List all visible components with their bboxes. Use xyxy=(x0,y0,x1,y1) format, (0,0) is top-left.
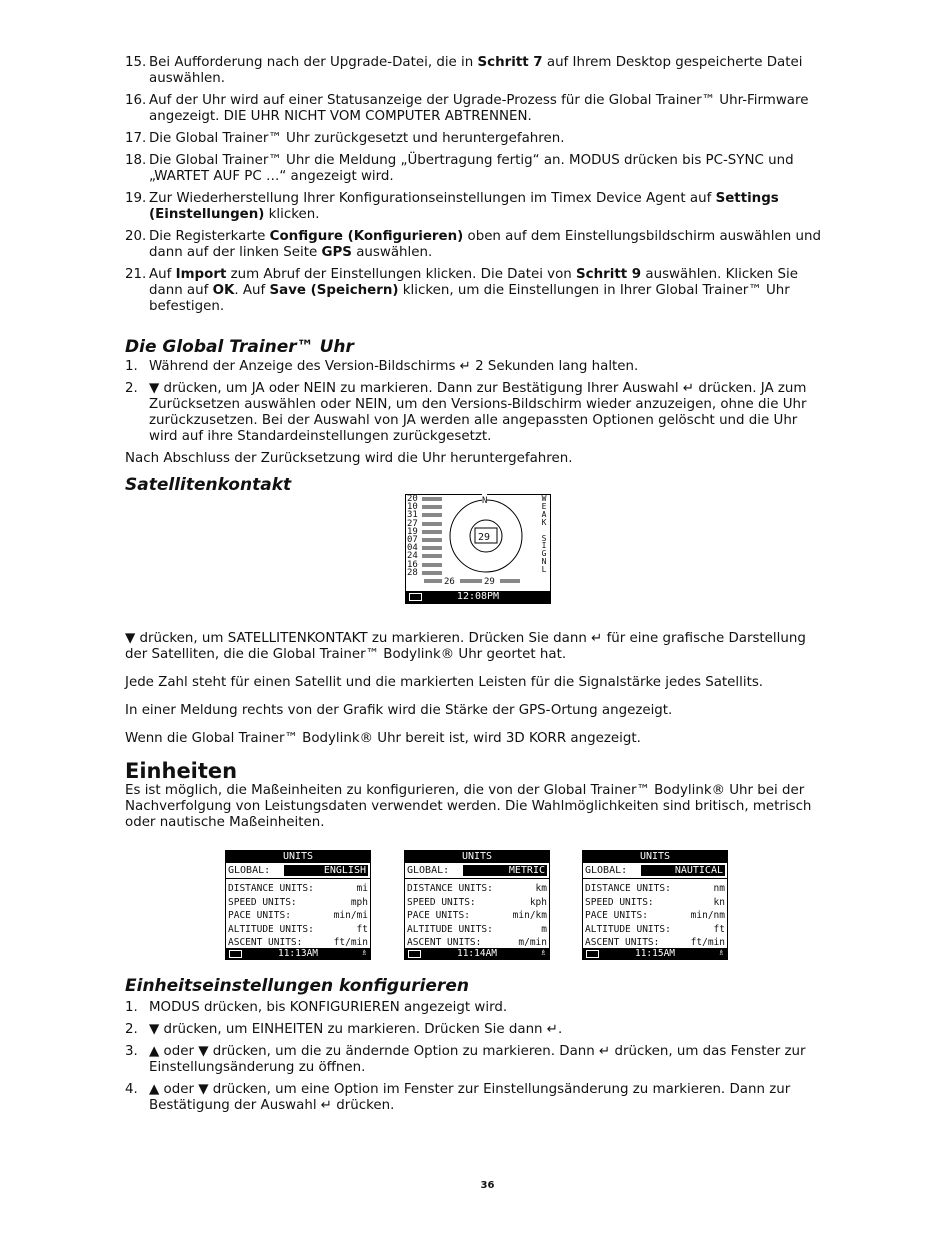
units-setting-row xyxy=(585,896,725,910)
units-time-bar xyxy=(405,948,549,959)
manual-page-config xyxy=(125,976,825,1120)
global-units-row xyxy=(226,863,370,879)
units-setting-value: ft xyxy=(356,923,368,935)
vertical-letter: A xyxy=(541,509,547,519)
units-setting-label: SPEED UNITS: xyxy=(585,896,654,908)
bottom-bar-right xyxy=(500,579,520,583)
step-text: Während der Anzeige des Version-Bildschirms ↵ 2 Sekunden lang halten. xyxy=(149,359,639,374)
step-text: ▼ drücken, um JA oder NEIN zu markieren. Dann zur Bestätigung Ihrer Auswahl ↵ drücken. JA zum Zurücksetzen auswählen oder NEIN, um den Versions-Bildschirm wieder anzuzeigen, ohne die Uhr zurückzusetzen. Bei der Auswahl von JA werden alle angepassten Optionen gelöscht und die Uhr wird auf ihre Standardeinstellungen zurückgesetzt. xyxy=(149,381,807,444)
step-text: ▼ drücken, um EINHEITEN zu markieren. Drücken Sie dann ↵. xyxy=(149,1022,563,1037)
step-text: ▲ oder ▼ drücken, um eine Option im Fenster zur Einstellungsänderung zu markieren. Dann zur Bestätigung der Auswahl ↵ drücken. xyxy=(149,1082,791,1113)
step-number: 4. xyxy=(125,1082,138,1097)
satellite-id: 04 xyxy=(407,543,418,554)
step-item xyxy=(125,153,825,185)
step-item xyxy=(125,191,825,223)
config-heading: Einheitseinstellungen konfigurieren xyxy=(125,976,469,996)
satellite-id: 28 xyxy=(407,567,418,578)
units-setting-value: ft/min xyxy=(690,937,725,948)
reset-steps-list xyxy=(125,359,825,445)
units-intro: Es ist möglich, die Maßeinheiten zu konfigurieren, die von der Global Trainer™ Bodylink® Uhr bei der Nachverfolgung von Leistungsdaten verwendet werden. Die Wahlmöglichkeiten sind britisch, metrisch oder nautische Maßeinheiten. xyxy=(125,783,812,830)
units-setting-value: m/min xyxy=(518,937,547,948)
global-label: GLOBAL: xyxy=(585,864,628,876)
global-label: GLOBAL: xyxy=(228,864,271,876)
units-setting-label: ASCENT UNITS: xyxy=(585,937,660,948)
step-number: 16. xyxy=(125,93,147,108)
satellite-id: 31 xyxy=(407,510,418,521)
units-setting-value: km xyxy=(535,883,547,894)
units-setting-value: min/mi xyxy=(333,910,368,921)
vertical-letter: K xyxy=(541,517,547,527)
units-setting-row xyxy=(228,909,368,923)
units-setting-value: min/km xyxy=(512,910,547,921)
vertical-letter: S xyxy=(541,533,547,543)
runner-icon: ♗ xyxy=(540,948,546,958)
satellite-id: 19 xyxy=(407,526,418,537)
units-screen-image xyxy=(404,850,550,960)
step-number: 21. xyxy=(125,267,147,282)
units-setting-label: DISTANCE UNITS: xyxy=(228,883,314,894)
satellite-time: 12:08PM xyxy=(456,591,500,602)
step-item xyxy=(125,381,825,445)
runner-icon: ♗ xyxy=(718,948,724,958)
satellite-paragraph: Jede Zahl steht für einen Satellit und die markierten Leisten für die Signalstärke jedes Satellits. xyxy=(125,675,764,690)
step-item xyxy=(125,1082,825,1114)
units-setting-row xyxy=(407,882,547,896)
satellite-sky-plot xyxy=(406,495,550,603)
units-setting-value: m xyxy=(541,923,547,935)
units-heading: Einheiten xyxy=(125,759,238,783)
step-number: 20. xyxy=(125,229,147,244)
step-item xyxy=(125,55,825,87)
north-marker: N xyxy=(482,493,487,509)
vertical-letter: L xyxy=(541,565,547,575)
bottom-bar-left xyxy=(424,579,442,583)
units-setting-value: kph xyxy=(529,896,547,908)
units-setting-row xyxy=(407,923,547,937)
step-text: Die Global Trainer™ Uhr zurückgesetzt und heruntergefahren. xyxy=(149,131,565,146)
satellite-id: 10 xyxy=(407,502,418,513)
manual-page xyxy=(125,55,825,495)
units-time: 11:15AM xyxy=(634,948,676,959)
global-value: METRIC xyxy=(463,865,547,876)
reset-heading: Die Global Trainer™ Uhr xyxy=(125,337,354,357)
step-text: Die Registerkarte Configure (Konfigurieren) oben auf dem Einstellungsbildschirm auswählen und dann auf der linken Seite GPS auswählen. xyxy=(149,229,821,260)
step-number: 17. xyxy=(125,131,147,146)
units-time-bar xyxy=(226,948,370,959)
global-label: GLOBAL: xyxy=(407,864,450,876)
step-number: 3. xyxy=(125,1044,138,1059)
vertical-letter: G xyxy=(541,549,547,559)
units-setting-row xyxy=(407,909,547,923)
vertical-letter: E xyxy=(541,501,547,511)
reset-after-text: Nach Abschluss der Zurücksetzung wird die Uhr heruntergefahren. xyxy=(125,451,573,466)
units-setting-value: kn xyxy=(713,896,725,908)
step-text: Auf Import zum Abruf der Einstellungen klicken. Die Datei von Schritt 9 auswählen. Klicken Sie dann auf OK. Auf Save (Speichern) klicken, um die Einstellungen in Ihrer Global Trainer™ Uhr befestigen. xyxy=(149,267,798,314)
battery-icon xyxy=(229,950,242,958)
units-setting-label: SPEED UNITS: xyxy=(228,896,297,908)
units-time: 11:13AM xyxy=(277,948,319,959)
bottom-satellite-left: 26 xyxy=(444,577,455,587)
step-number: 2. xyxy=(125,381,138,396)
satellite-id: 24 xyxy=(407,551,418,562)
battery-icon xyxy=(409,593,422,601)
center-satellite-label: 29 xyxy=(478,532,491,543)
vertical-letter: N xyxy=(541,557,547,567)
units-time-bar xyxy=(583,948,727,959)
step-text: ▲ oder ▼ drücken, um die zu ändernde Option zu markieren. Dann ↵ drücken, um das Fenster zur Einstellungsänderung zu öffnen. xyxy=(149,1044,806,1075)
battery-icon xyxy=(408,950,421,958)
units-setting-label: SPEED UNITS: xyxy=(407,896,476,908)
step-item xyxy=(125,1044,825,1076)
step-item xyxy=(125,93,825,125)
units-setting-value: min/nm xyxy=(690,910,725,921)
vertical-letter: I xyxy=(541,541,547,551)
step-text: MODUS drücken, bis KONFIGURIEREN angezeigt wird. xyxy=(149,1000,508,1015)
satellite-id: 20 xyxy=(407,494,418,504)
units-screen-header: UNITS xyxy=(226,851,370,863)
step-item xyxy=(125,229,825,261)
units-setting-value: ft/min xyxy=(333,937,368,948)
satellite-paragraph: ▼ drücken, um SATELLITENKONTAKT zu markieren. Drücken Sie dann ↵ für eine grafische Darstellung der Satelliten, die die Global Trainer™ Bodylink® Uhr geortet hat. xyxy=(125,631,806,662)
satellite-screen-image xyxy=(405,494,551,604)
step-number: 19. xyxy=(125,191,147,206)
global-units-row xyxy=(583,863,727,879)
units-setting-label: DISTANCE UNITS: xyxy=(585,883,671,894)
units-setting-label: ASCENT UNITS: xyxy=(407,937,482,948)
upgrade-steps-list xyxy=(125,55,825,315)
units-setting-value: mph xyxy=(350,896,368,908)
units-setting-label: ALTITUDE UNITS: xyxy=(585,923,671,935)
manual-page-lower xyxy=(125,631,825,837)
global-value: NAUTICAL xyxy=(641,865,725,876)
units-setting-value: nm xyxy=(713,883,725,894)
units-setting-label: ALTITUDE UNITS: xyxy=(228,923,314,935)
step-item xyxy=(125,1000,825,1016)
units-setting-label: PACE UNITS: xyxy=(407,910,470,921)
units-screen-header: UNITS xyxy=(405,851,549,863)
config-steps-list xyxy=(125,1000,825,1114)
units-setting-row xyxy=(228,896,368,910)
satellite-id: 07 xyxy=(407,535,418,546)
satellite-paragraph: Wenn die Global Trainer™ Bodylink® Uhr bereit ist, wird 3D KORR angezeigt. xyxy=(125,731,641,746)
step-item xyxy=(125,267,825,315)
satellite-id: 27 xyxy=(407,518,418,529)
units-screen-image xyxy=(582,850,728,960)
step-number: 18. xyxy=(125,153,147,168)
satellite-heading: Satellitenkontakt xyxy=(125,475,292,495)
units-setting-row xyxy=(585,882,725,896)
bottom-satellite-right: 29 xyxy=(484,577,495,587)
units-screen-header: UNITS xyxy=(583,851,727,863)
step-text: Auf der Uhr wird auf einer Statusanzeige der Ugrade-Prozess für die Global Trainer™ Uhr-Firmware angezeigt. DIE UHR NICHT VOM COMPUTER ABTRENNEN. xyxy=(149,93,809,124)
units-setting-row xyxy=(585,923,725,937)
page-number: 36 xyxy=(480,1180,495,1191)
units-setting-label: PACE UNITS: xyxy=(585,910,648,921)
global-units-row xyxy=(405,863,549,879)
step-number: 1. xyxy=(125,1000,138,1015)
units-setting-label: DISTANCE UNITS: xyxy=(407,883,493,894)
units-setting-value: mi xyxy=(356,883,368,894)
bottom-bar-mid xyxy=(460,579,482,583)
step-number: 1. xyxy=(125,359,138,374)
units-setting-label: PACE UNITS: xyxy=(228,910,291,921)
battery-icon xyxy=(586,950,599,958)
satellite-paragraph: In einer Meldung rechts von der Grafik wird die Stärke der GPS-Ortung angezeigt. xyxy=(125,703,673,718)
units-setting-label: ALTITUDE UNITS: xyxy=(407,923,493,935)
step-item xyxy=(125,1022,825,1038)
runner-icon: ♗ xyxy=(361,948,367,958)
satellite-time-bar xyxy=(406,591,550,603)
units-setting-row xyxy=(585,909,725,923)
units-setting-row xyxy=(228,882,368,896)
step-number: 15. xyxy=(125,55,147,70)
step-number: 2. xyxy=(125,1022,138,1037)
units-setting-value: ft xyxy=(713,923,725,935)
global-value: ENGLISH xyxy=(284,865,368,876)
step-item xyxy=(125,359,825,375)
step-item xyxy=(125,131,825,147)
step-text: Bei Aufforderung nach der Upgrade-Datei, die in Schritt 7 auf Ihrem Desktop gespeicherte Datei auswählen. xyxy=(149,55,803,86)
signal-strength-vertical-text xyxy=(539,495,549,574)
satellite-paragraphs xyxy=(125,631,825,747)
units-setting-row xyxy=(228,923,368,937)
units-screen-image xyxy=(225,850,371,960)
step-text: Die Global Trainer™ Uhr die Meldung „Übertragung fertig“ an. MODUS drücken bis PC-SYNC und „WARTET AUF PC …“ angezeigt wird. xyxy=(149,153,794,184)
units-time: 11:14AM xyxy=(456,948,498,959)
units-setting-label: ASCENT UNITS: xyxy=(228,937,303,948)
units-setting-row xyxy=(407,896,547,910)
vertical-letter: W xyxy=(541,494,547,503)
step-text: Zur Wiederherstellung Ihrer Konfigurationseinstellungen im Timex Device Agent auf Settings (Einstellungen) klicken. xyxy=(149,191,779,222)
satellite-id: 16 xyxy=(407,559,418,570)
